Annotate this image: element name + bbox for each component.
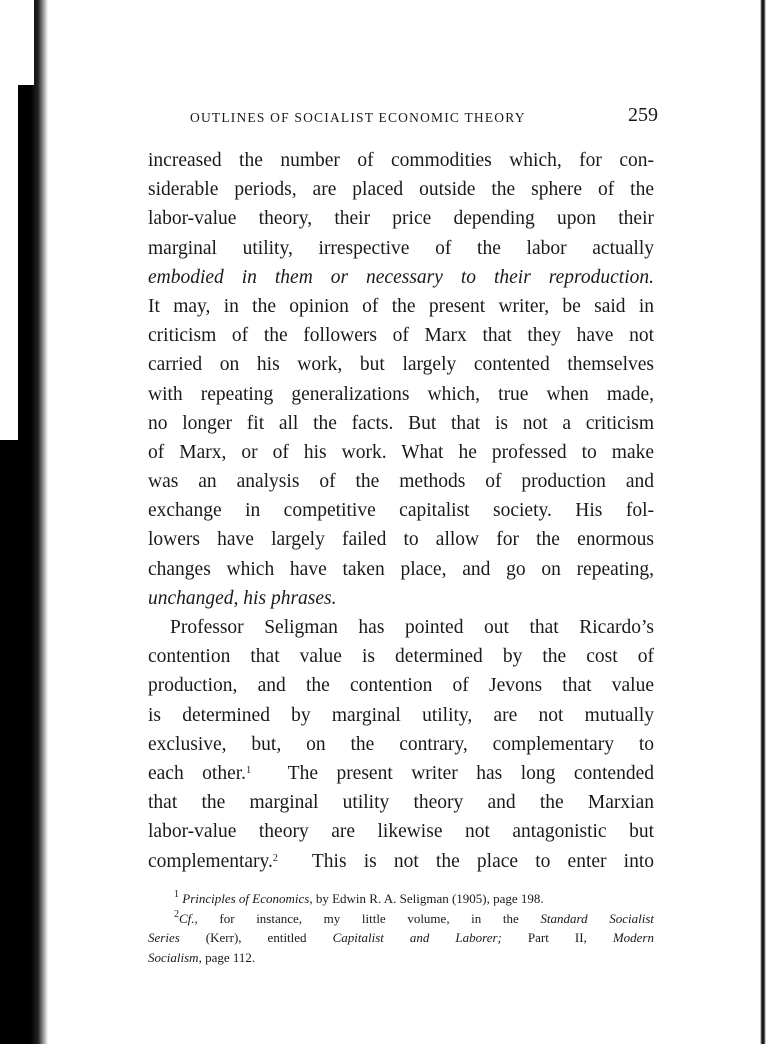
footnote-text: , for instance, my little volume, in the (194, 910, 519, 926)
text-line: no longer fit all the facts. But that is not a criticism (148, 412, 654, 434)
footnote-text: (Kerr), entitled (179, 930, 333, 945)
text-line: It may, in the opinion of the present writer, be said in (148, 295, 654, 317)
footnotes (148, 889, 654, 967)
scan-edge-notch-top (18, 0, 34, 85)
text-line: increased the number of commodities which, for con- (148, 150, 654, 171)
part-title: Modern (612, 930, 654, 945)
text-line: changes which have taken place, and go on repeating, (148, 558, 654, 580)
text-line (148, 847, 654, 876)
text-line: with repeating generalizations which, true when made, (148, 383, 654, 405)
footnote-2-line (148, 928, 654, 948)
text-segment: each other. (148, 762, 247, 784)
text-line: labor-value theory, their price depending upon their (148, 208, 654, 230)
text-line: lowers have largely failed to allow for the enormous (148, 529, 654, 551)
footnote-ref-1[interactable]: 1 (246, 764, 252, 776)
scan-edge-notch (0, 0, 18, 440)
text-line: contention that value is determined by the cost of (148, 646, 654, 668)
footnote-2-line (148, 948, 654, 968)
series-title: Series (148, 930, 180, 945)
footnote-marker: 2 (174, 908, 179, 920)
part-title: Socialism (148, 949, 199, 965)
series-title: Standard Socialist (540, 910, 655, 926)
text-line: siderable periods, are placed outside the sphere of the (148, 179, 654, 201)
text-line: labor-value theory are likewise not antagonistic but (148, 821, 654, 843)
footnote-1 (148, 889, 654, 909)
text-segment: complementary. (148, 850, 273, 872)
text-line: is determined by marginal utility, are not mutually (148, 704, 654, 726)
scan-right-edge (760, 0, 766, 1044)
text-line: exchange in competitive capitalist society. His fol- (148, 500, 654, 522)
text-line: unchanged, his phrases. (148, 587, 337, 609)
page-number: 259 (628, 104, 658, 126)
text-line: embodied in them or necessary to their reproduction. (148, 266, 654, 288)
text-line: that the marginal utility theory and the Marxian (148, 792, 654, 814)
footnote-text: Part II, (501, 930, 613, 945)
footnote-2 (148, 909, 654, 929)
text-line: production, and the contention of Jevons that value (148, 675, 654, 697)
text-line: Professor Seligman has pointed out that Ricardo’s (170, 617, 654, 638)
text-line: criticism of the followers of Marx that they have not (148, 325, 654, 347)
text-segment: The present writer has long contended (251, 762, 654, 784)
body-text (148, 146, 654, 876)
text-line: exclusive, but, on the contrary, complementary to (148, 733, 654, 755)
text-segment: This is not the place to enter into (277, 850, 654, 872)
footnote-cf: Cf. (179, 910, 195, 926)
book-title: Capitalist and Laborer; (332, 930, 502, 945)
footnote-text: , page 112. (198, 949, 256, 965)
text-line: was an analysis of the methods of production and (148, 471, 654, 493)
text-line: carried on his work, but largely contented themselves (148, 354, 654, 376)
footnote-ref-2[interactable]: 2 (272, 852, 278, 864)
text-line (148, 759, 654, 788)
page-header (190, 104, 660, 132)
text-line: of Marx, or of his work. What he professed to make (148, 441, 654, 463)
text-line: marginal utility, irrespective of the labor actually (148, 237, 654, 259)
footnote-text: , by Edwin R. A. Seligman (1905), page 198. (309, 891, 544, 906)
running-head: OUTLINES OF SOCIALIST ECONOMIC THEORY (190, 110, 526, 125)
book-title: Principles of Economics (182, 891, 310, 906)
footnote-marker: 1 (174, 889, 179, 900)
